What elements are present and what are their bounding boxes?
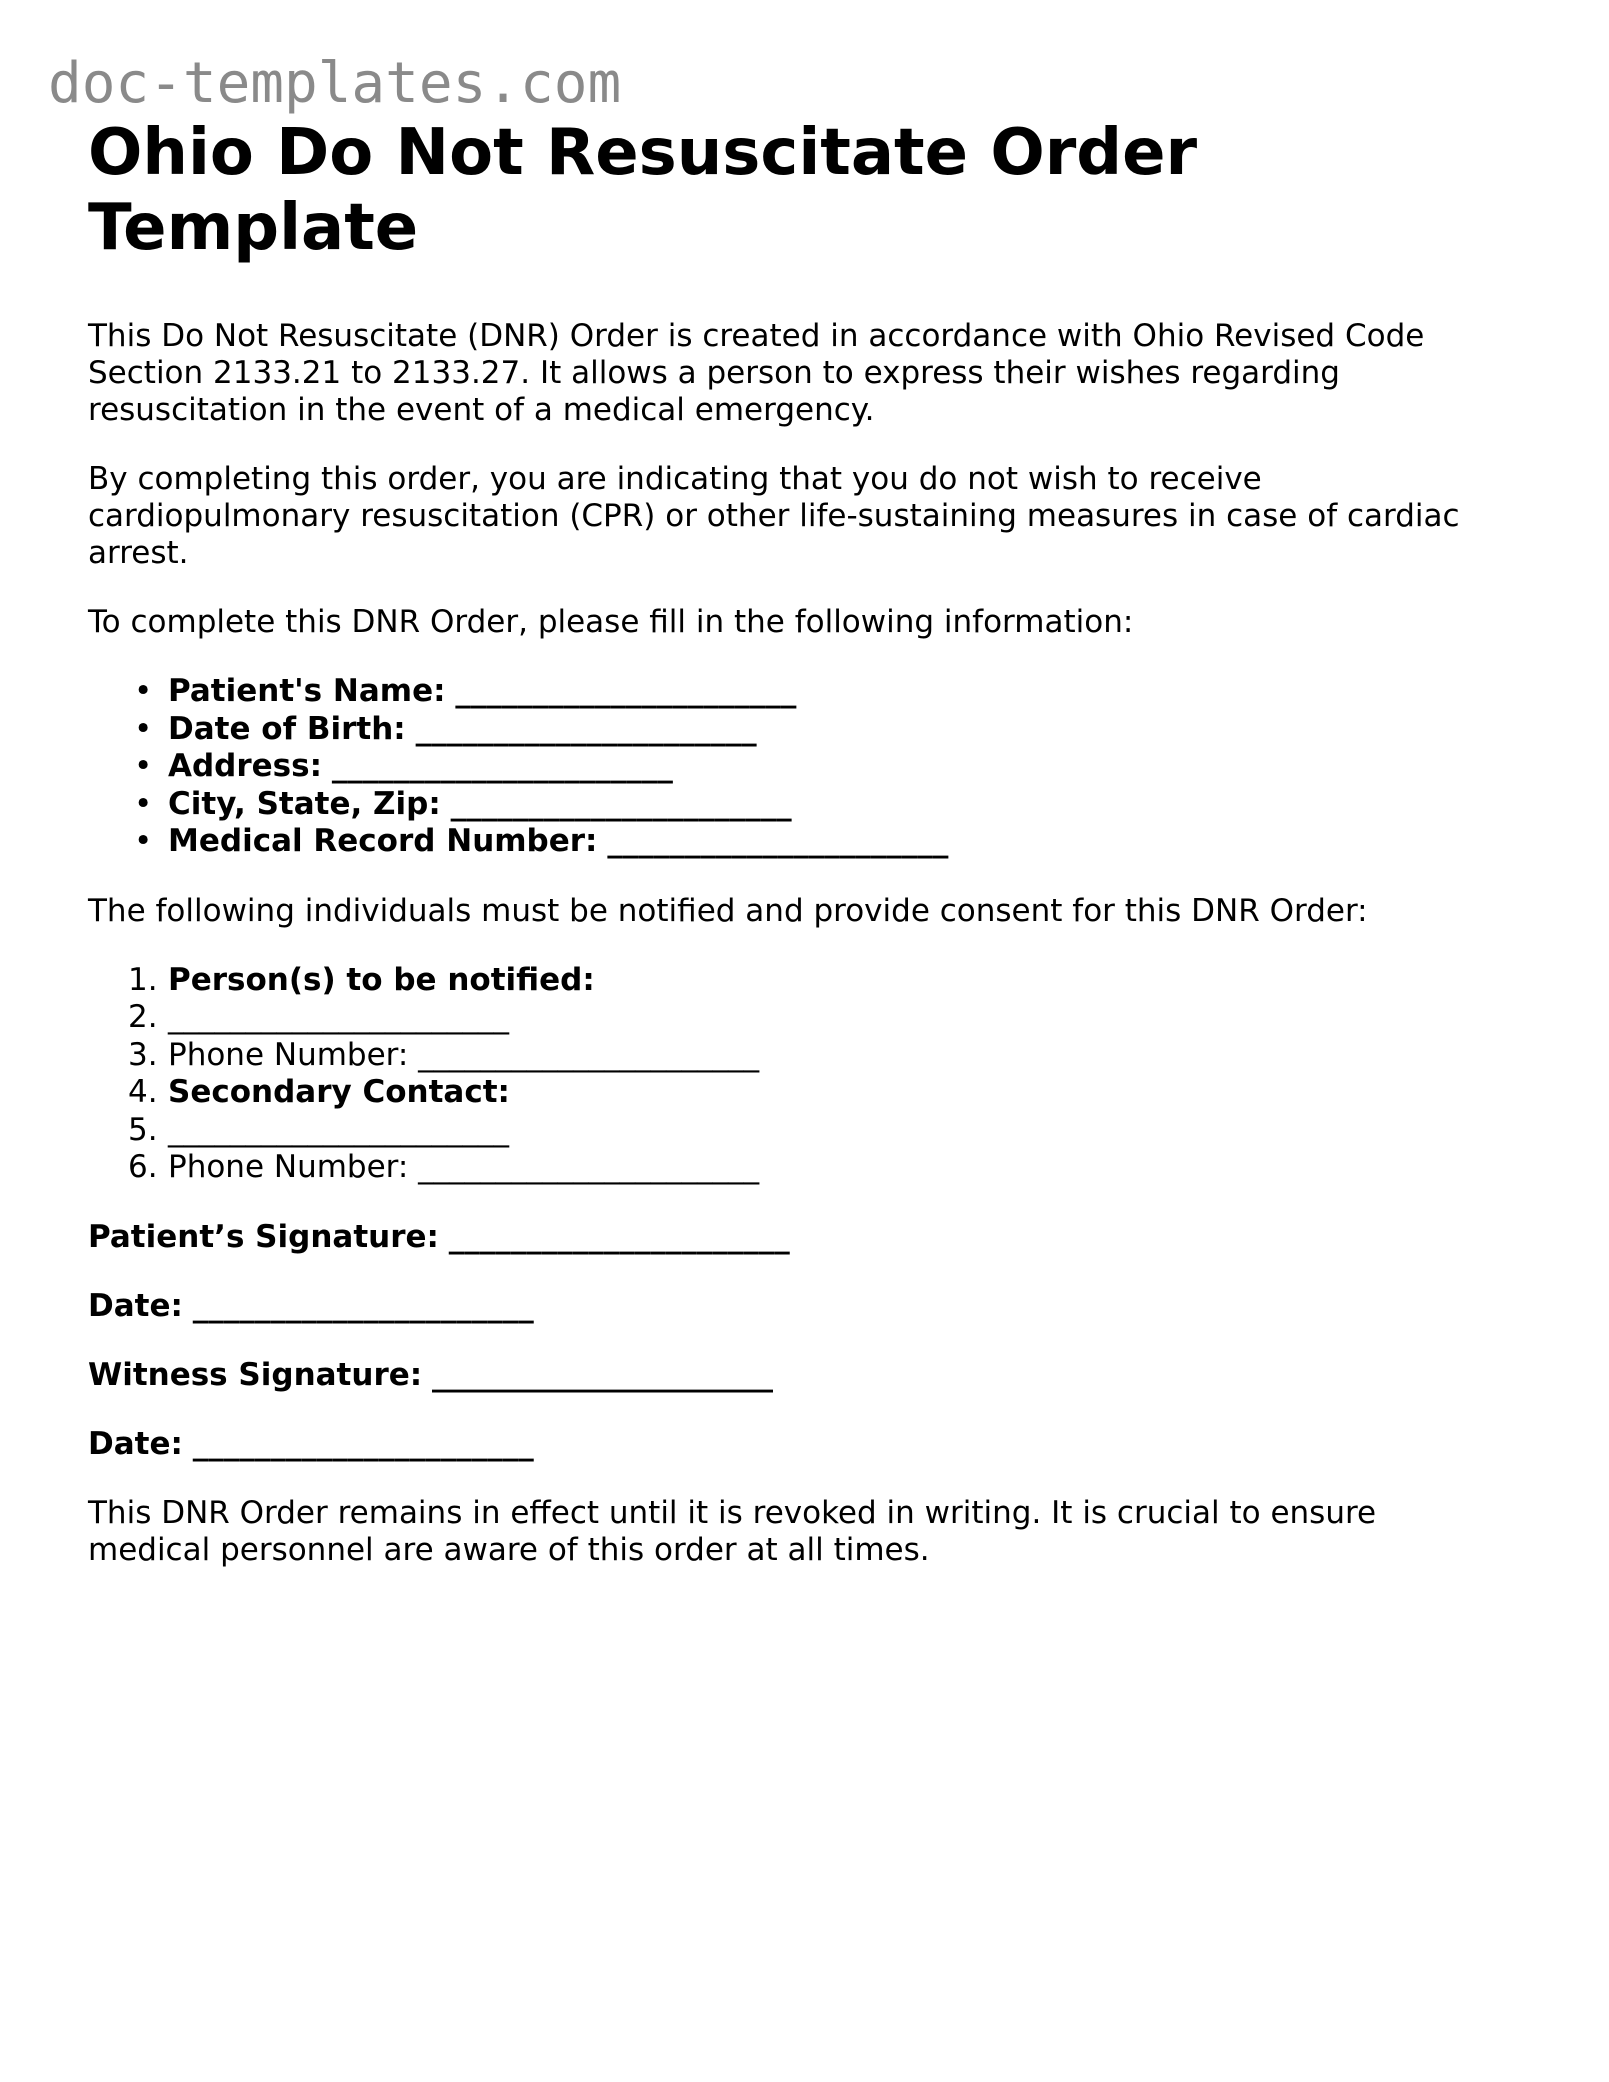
closing-paragraph: This DNR Order remains in effect until it is revoked in writing. It is crucial to ensure medical personnel are aware of this order at all times. [88,1494,1377,1568]
field-city-state-zip [134,785,1528,824]
field-blank[interactable]: ______________________ [415,710,757,747]
signature-blank[interactable]: ______________________ [432,1356,774,1393]
bullet-icon: • [134,823,153,859]
field-patient-name [134,673,1528,711]
watermark: doc-templates.com [48,51,622,116]
contact-item [128,1149,1528,1187]
witness-signature-line [88,1357,1528,1394]
contact-phone-blank[interactable]: Phone Number: ______________________ [168,1149,760,1185]
bullet-icon: • [134,710,153,747]
list-number: 3. [128,1036,158,1073]
contact-item [128,1111,1528,1150]
field-label: Date of Birth: [168,710,406,747]
field-label: Medical Record Number: [168,823,598,859]
patient-fields-list [88,673,1528,861]
field-blank[interactable]: ______________________ [607,823,949,859]
intro-paragraph: This Do Not Resuscitate (DNR) Order is created in accordance with Ohio Revised Code Section 2133.21 to 2133.27. It allows a person to express their wishes regarding resuscitation in the event of a medical emergency. [88,318,1425,428]
field-address [134,748,1528,786]
signature-label: Witness Signature: [88,1356,423,1393]
date-blank[interactable]: ______________________ [192,1425,534,1462]
contact-item [128,1074,1528,1112]
contact-item [128,961,1528,1000]
field-blank[interactable]: ______________________ [455,673,797,709]
witness-date-line [88,1426,1528,1463]
instructions-paragraph: To complete this DNR Order, please fill in the following information: [88,604,1134,640]
cpr-paragraph: By completing this order, you are indicating that you do not wish to receive cardiopulmonary resuscitation (CPR) or other life-sustaining measures in case of cardiac arrest. [88,461,1460,571]
contacts-list [88,962,1528,1187]
field-blank[interactable]: ______________________ [450,785,792,822]
bullet-icon: • [134,748,153,784]
patient-signature-line [88,1219,1528,1256]
contact-name-blank[interactable]: ______________________ [168,999,509,1035]
patient-date-line [88,1288,1528,1325]
page-title: Ohio Do Not Resuscitate Order Template [88,116,1198,265]
field-label: Address: [168,748,322,784]
signature-blank[interactable]: ______________________ [448,1218,790,1255]
date-blank[interactable]: ______________________ [192,1287,534,1324]
field-label: Patient's Name: [168,673,446,709]
field-date-of-birth [134,710,1528,749]
date-label: Date: [88,1287,183,1324]
contact-item [128,1036,1528,1075]
signature-label: Patient’s Signature: [88,1218,439,1255]
document-page [88,116,1528,1569]
list-number: 5. [128,1111,158,1148]
contact-item [128,999,1528,1037]
contact-phone-blank[interactable]: Phone Number: ______________________ [168,1036,760,1073]
list-number: 6. [128,1149,158,1185]
list-number: 4. [128,1074,158,1110]
list-number: 1. [128,961,158,998]
bullet-icon: • [134,673,153,709]
bullet-icon: • [134,785,153,822]
field-blank[interactable]: ______________________ [331,748,673,784]
consent-paragraph: The following individuals must be notified and provide consent for this DNR Order: [88,892,1368,929]
contact-heading: Person(s) to be notified: [168,961,595,998]
contact-name-blank[interactable]: ______________________ [168,1111,509,1148]
field-medical-record-number [134,823,1528,861]
date-label: Date: [88,1425,183,1462]
field-label: City, State, Zip: [168,785,441,822]
contact-heading: Secondary Contact: [168,1074,510,1110]
list-number: 2. [128,999,158,1035]
